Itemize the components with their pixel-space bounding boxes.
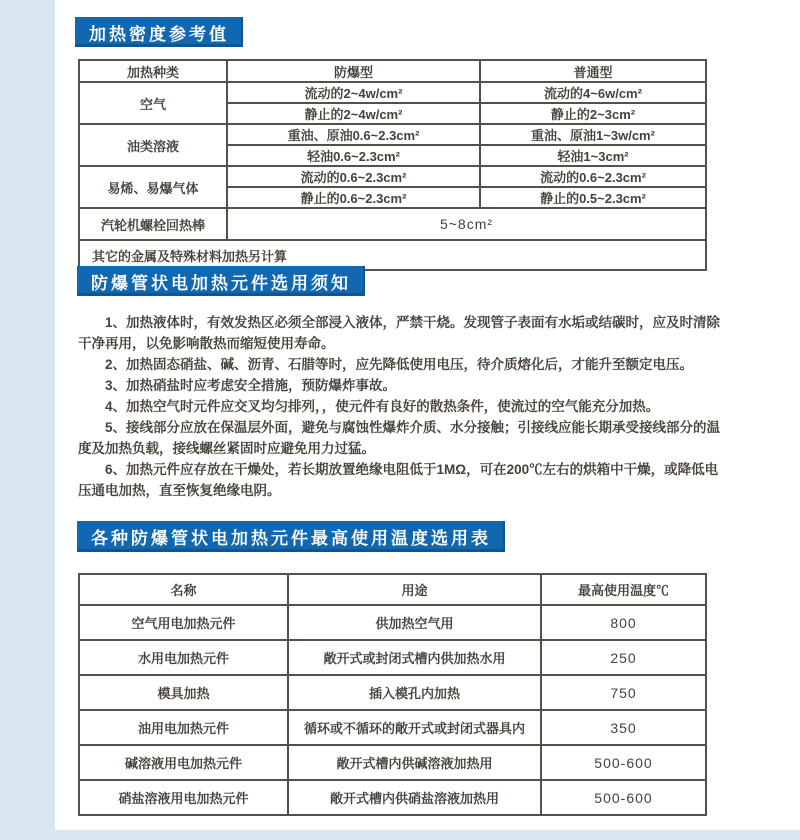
table-row [79, 208, 706, 240]
table-row [79, 124, 706, 145]
density-table [78, 59, 707, 271]
table-row [79, 675, 706, 710]
table-row [79, 82, 706, 103]
table-cell: 350 [541, 710, 706, 745]
column-header-maxtemp: 最高使用温度℃ [541, 574, 706, 605]
temperature-table-header-row [79, 574, 706, 605]
row-label-oil: 油类溶液 [79, 124, 227, 166]
table-cell: 静止的0.5~2.3cm² [480, 187, 706, 208]
table-cell: 碱溶液用电加热元件 [79, 745, 288, 780]
table-cell: 油用电加热元件 [79, 710, 288, 745]
note-item: 6、加热元件应存放在干燥处，若长期放置绝缘电阻低于1MΩ，可在200℃左右的烘箱中干燥，或降低电压通电加热，直至恢复绝缘电阴。 [78, 462, 719, 498]
row-label-gas: 易烯、易爆气体 [79, 166, 227, 208]
section-title-temperature: 各种防爆管状电加热元件最高使用温度选用表 [77, 521, 505, 552]
column-header-ordinary: 普通型 [480, 60, 706, 82]
note-item: 5、接线部分应放在保温层外面，避免与腐蚀性爆炸介质、水分接触；引接线应能长期承受接线部分的温度及加热负载，接线螺丝紧固时应避免用力过猛。 [78, 420, 721, 456]
table-cell: 800 [541, 605, 706, 640]
density-table-header-row [79, 60, 706, 82]
column-header-explosionproof: 防爆型 [227, 60, 480, 82]
table-cell: 重油、原油1~3w/cm² [480, 124, 706, 145]
row-label-air: 空气 [79, 82, 227, 124]
table-cell: 流动的0.6~2.3cm² [480, 166, 706, 187]
table-cell: 循环或不循环的敞开式或封闭式器具内 [288, 710, 541, 745]
table-cell: 敞开式槽内供硝盐溶液加热用 [288, 780, 541, 815]
section-title-density: 加热密度参考值 [75, 17, 243, 47]
table-cell: 5~8cm² [227, 208, 706, 240]
table-row [79, 710, 706, 745]
column-header-name: 名称 [79, 574, 288, 605]
table-cell: 供加热空气用 [288, 605, 541, 640]
table-cell: 轻油1~3cm² [480, 145, 706, 166]
table-cell: 750 [541, 675, 706, 710]
note-item: 1、加热液体时，有效发热区必须全部浸入液体，严禁干烧。发现管子表面有水垢或结碳时，应及时清除干净再用，以免影响散热而缩短使用寿命。 [78, 315, 721, 351]
table-row [79, 166, 706, 187]
temperature-table [78, 573, 707, 816]
table-row [79, 745, 706, 780]
instructions-list [78, 312, 724, 501]
table-cell: 流动的2~4w/cm² [227, 82, 480, 103]
table-cell: 插入模孔内加热 [288, 675, 541, 710]
table-cell: 250 [541, 640, 706, 675]
note-item: 2、加热固态硝盐、碱、沥青、石腊等时，应先降低使用电压，待介质熔化后，才能升至额定电压。 [105, 357, 694, 372]
table-cell: 流动的4~6w/cm² [480, 82, 706, 103]
table-cell: 模具加热 [79, 675, 288, 710]
table-cell: 500-600 [541, 780, 706, 815]
section-title-instructions: 防爆管状电加热元件选用须知 [77, 266, 365, 296]
table-cell: 硝盐溶液用电加热元件 [79, 780, 288, 815]
table-cell: 500-600 [541, 745, 706, 780]
table-footnote: 其它的金属及特殊材料加热另计算 [79, 240, 706, 270]
row-label-turbine: 汽轮机螺栓回热棒 [79, 208, 227, 240]
table-cell: 静止的2~4w/cm² [227, 103, 480, 124]
table-cell: 轻油0.6~2.3cm² [227, 145, 480, 166]
table-cell: 静止的2~3cm² [480, 103, 706, 124]
table-row [79, 780, 706, 815]
column-header-use: 用途 [288, 574, 541, 605]
table-row [79, 605, 706, 640]
table-cell: 流动的0.6~2.3cm² [227, 166, 480, 187]
table-cell: 敞开式槽内供碱溶液加热用 [288, 745, 541, 780]
column-header-type: 加热种类 [79, 60, 227, 82]
table-cell: 空气用电加热元件 [79, 605, 288, 640]
note-item: 3、加热硝盐时应考虑安全措施，预防爆炸事故。 [105, 378, 397, 393]
table-row [79, 640, 706, 675]
table-cell: 水用电加热元件 [79, 640, 288, 675]
table-cell: 静止的0.6~2.3cm² [227, 187, 480, 208]
note-item: 4、加热空气时元件应交叉均匀排列，，使元件有良好的散热条件，使流过的空气能充分加热。 [105, 399, 660, 414]
table-cell: 重油、原油0.6~2.3cm² [227, 124, 480, 145]
table-cell: 敞开式或封闭式槽内供加热水用 [288, 640, 541, 675]
